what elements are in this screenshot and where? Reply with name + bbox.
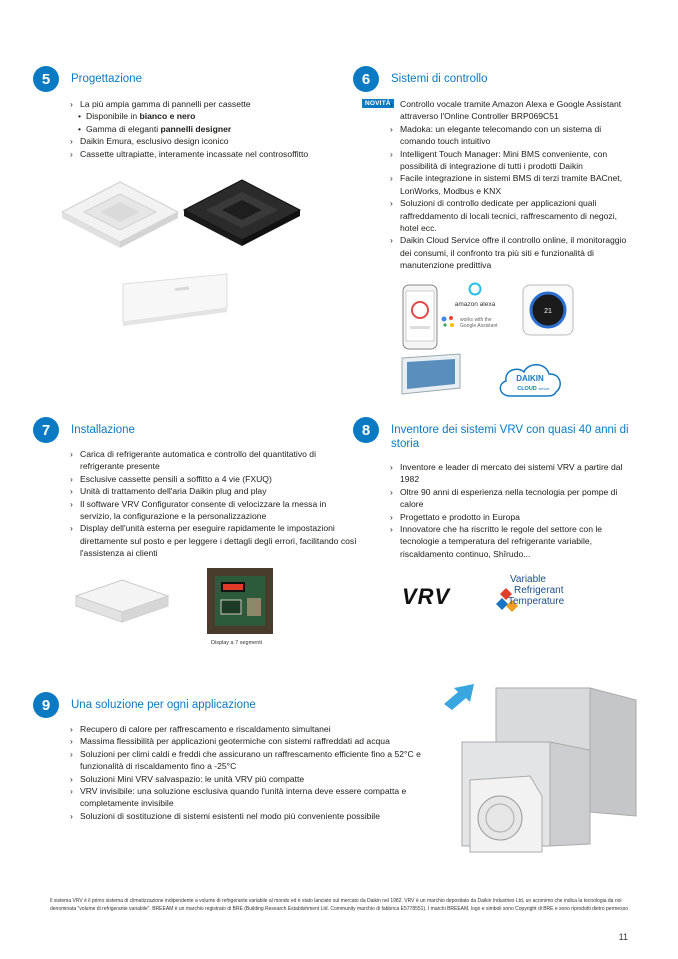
daikin-cloud-logo	[494, 356, 566, 407]
list-item: › VRV invisibile: una soluzione esclusiva quando l'unità interna deve essere compatta e completamente invisibile	[70, 785, 430, 810]
emura-unit-image	[115, 270, 235, 335]
list-item: › Controllo vocale tramite Amazon Alexa e Google Assistant attraverso l'Online Controller BRP069C51	[390, 98, 630, 123]
alexa-logo: amazon alexa	[450, 282, 500, 304]
seven-segment-display-image	[207, 568, 273, 639]
madoka-thermostat-image	[522, 284, 574, 341]
google-assistant-logo: works with the Google Assistant	[440, 315, 510, 333]
page-number: 11	[618, 932, 628, 942]
vrt-line-1: Variable	[510, 574, 546, 585]
list-item: › Unità di trattamento dell'aria Daikin plug and play	[70, 485, 360, 497]
list-item: › Inventore e leader di mercato dei sistemi VRV a partire dal 1982	[390, 461, 630, 486]
list-item: › Recupero di calore per raffrescamento e riscaldamento simultanei	[70, 723, 430, 735]
list-item: › Innovatore che ha riscritto le regole del settore con le tecnologie a temperatura del refrigerante variabile, riscaldamento continuo, Shîrudo...	[390, 523, 630, 560]
list-item: › Il software VRV Configurator consente di velocizzare la messa in servizio, la configurazione e la personalizzazione	[70, 498, 360, 523]
list-installazione	[70, 448, 360, 560]
list-progettazione	[70, 98, 340, 160]
list-item: › Soluzioni di controllo dedicate per applicazioni quali raffreddamento di locali tecnici, raffrescamento di negozi, hotel ecc.	[390, 197, 630, 234]
list-item: › Esclusive cassette pensili a soffitto a 4 vie (FXUQ)	[70, 473, 360, 485]
svg-text:CLOUD: CLOUD	[517, 386, 537, 392]
vrv-outdoor-units-image	[440, 684, 640, 859]
sub-list-item: • Gamma di eleganti pannelli designer	[70, 123, 340, 135]
svg-text:DAIKIN: DAIKIN	[516, 374, 544, 383]
vrv-logo: VRV	[402, 584, 451, 609]
list-item: › Carica di refrigerante automatica e controllo del quantitativo di refrigerante presente	[70, 448, 360, 473]
cassette-black-image	[182, 178, 302, 255]
smartphone-app-image	[402, 284, 438, 355]
section-number-9: 9	[33, 692, 59, 718]
cassette-white-image	[60, 180, 180, 255]
vrt-line-2: Refrigerant	[514, 585, 564, 596]
vrt-line-3: Temperature	[508, 596, 565, 607]
section-title-sistemi-controllo: Sistemi di controllo	[391, 73, 488, 85]
svg-text:service: service	[538, 387, 550, 391]
svg-text:21: 21	[544, 308, 552, 315]
section-title-soluzione: Una soluzione per ogni applicazione	[71, 699, 256, 711]
list-item: › Display dell'unità esterna per eseguire rapidamente le impostazioni direttamente sul posto e per leggere i dettagli degli errori, facilitando così l'assistenza ai clienti	[70, 522, 360, 559]
section-number-7: 7	[33, 417, 59, 443]
sub-list-item: • Disponibile in bianco e nero	[70, 110, 340, 122]
list-item: › Massima flessibilità per applicazioni geotermiche con sistemi raffreddati ad acqua	[70, 735, 430, 747]
list-item: › Intelligent Touch Manager: Mini BMS conveniente, con possibilità di integrazione di tutti i prodotti Daikin	[390, 148, 630, 173]
list-item: › Daikin Cloud Service offre il controllo online, il monitoraggio dei consumi, il confronto tra più siti e funzionalità di manutenzione predittiva	[390, 234, 630, 271]
list-item: › Soluzioni Mini VRV salvaspazio: le unità VRV più compatte	[70, 773, 430, 785]
section-number-5: 5	[33, 66, 59, 92]
list-sistemi-controllo	[390, 98, 630, 272]
list-item: › Daikin Emura, esclusivo design iconico	[70, 135, 340, 147]
list-soluzione	[70, 723, 430, 822]
list-item: › Progettato e prodotto in Europa	[390, 511, 630, 523]
section-title-inventore: Inventore dei sistemi VRV con quasi 40 anni di storia	[391, 424, 629, 450]
list-item: › Soluzioni di sostituzione di sistemi esistenti nel modo più conveniente possibile	[70, 810, 430, 822]
section-number-8: 8	[353, 417, 379, 443]
footnote: Il sistema VRV è il primo sistema di climatizzazione indipendente a volume di refrigerante variabile al mondo ed è stato lanciato sul mercato da Daikin nel 1982. VRV è un marchio depositato da Daikin Industries Ltd, un acronimo che indica la tecnologia da noi denominata "volume di refrigerante variabile". BREEAM è un marchio registrato di BRE (Building Research Establishment Ltd. Community marchio di fabbrica E5778551). I marchi BREEAM, logo e simboli sono Copyright di BRE e sono riprodotti dietro permesso	[50, 898, 628, 912]
list-item: › Facile integrazione in sistemi BMS di terzi tramite BACnet, LonWorks, Modbus e KNX	[390, 172, 630, 197]
list-item: › La più ampia gamma di pannelli per cassette	[70, 98, 340, 110]
list-inventore	[390, 461, 630, 560]
list-item: › Madoka: un elegante telecomando con un sistema di comando touch intuitivo	[390, 123, 630, 148]
touch-manager-image	[398, 352, 464, 401]
list-item: › Cassette ultrapiatte, interamente incassate nel controsoffitto	[70, 148, 340, 160]
new-badge: NOVITÀ	[362, 99, 394, 108]
section-title-progettazione: Progettazione	[71, 73, 142, 85]
list-item: › Oltre 90 anni di esperienza nella tecnologia per pompe di calore	[390, 486, 630, 511]
ceiling-suspended-cassette-image	[74, 578, 170, 631]
section-title-installazione: Installazione	[71, 424, 135, 436]
list-item: › Soluzioni per climi caldi e freddi che assicurano un raffrescamento efficiente fino a 52°C e funzionalità di riscaldamento fino a -25°C	[70, 748, 430, 773]
display-caption: Display a 7 segmenti	[211, 640, 263, 646]
section-number-6: 6	[353, 66, 379, 92]
